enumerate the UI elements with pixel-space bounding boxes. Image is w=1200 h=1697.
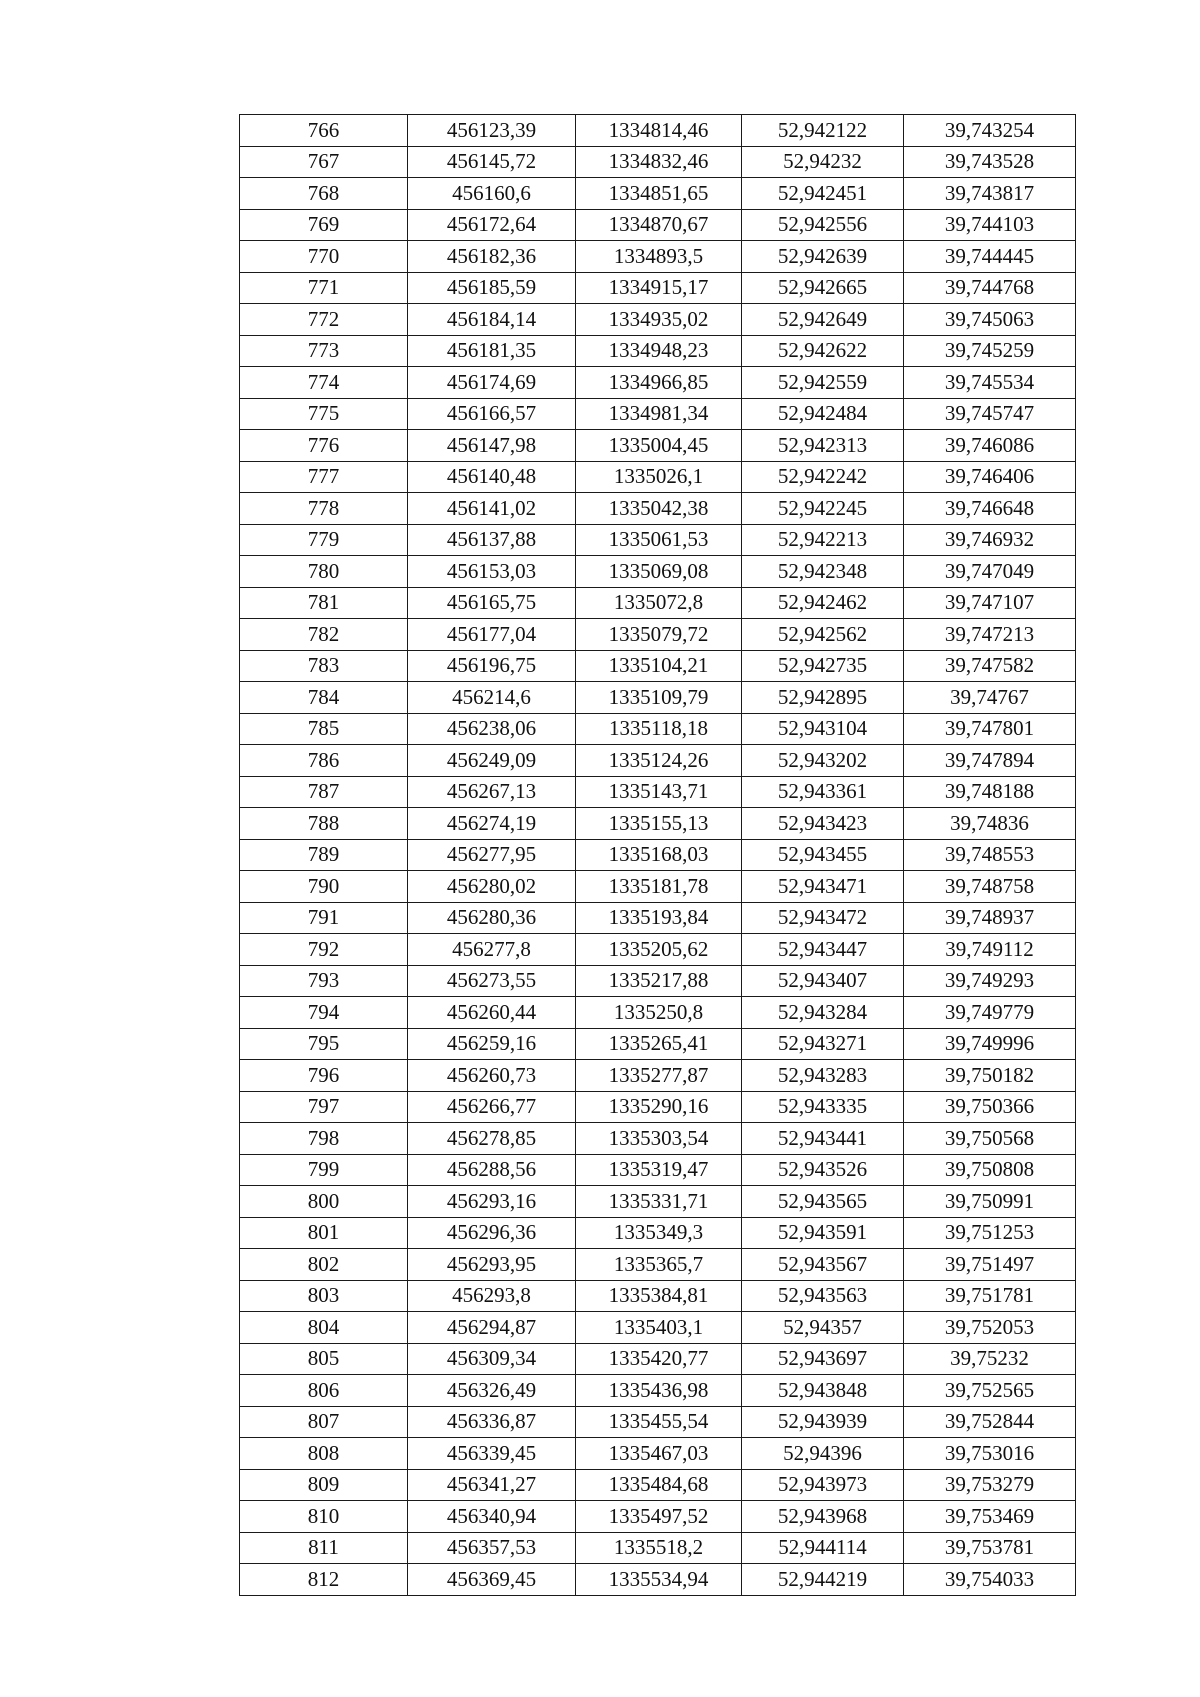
latitude-cell: 52,942559 xyxy=(742,367,904,399)
coordinates-table xyxy=(239,114,1076,1596)
latitude-cell: 52,944114 xyxy=(742,1532,904,1564)
longitude-cell: 39,747213 xyxy=(904,619,1076,651)
table-row xyxy=(240,1532,1076,1564)
point-number-cell: 769 xyxy=(240,209,408,241)
y-coordinate-cell: 1335467,03 xyxy=(576,1438,742,1470)
latitude-cell: 52,94396 xyxy=(742,1438,904,1470)
x-coordinate-cell: 456249,09 xyxy=(408,745,576,777)
longitude-cell: 39,75232 xyxy=(904,1343,1076,1375)
y-coordinate-cell: 1334935,02 xyxy=(576,304,742,336)
x-coordinate-cell: 456238,06 xyxy=(408,713,576,745)
table-row xyxy=(240,934,1076,966)
longitude-cell: 39,750808 xyxy=(904,1154,1076,1186)
y-coordinate-cell: 1335168,03 xyxy=(576,839,742,871)
point-number-cell: 777 xyxy=(240,461,408,493)
longitude-cell: 39,748553 xyxy=(904,839,1076,871)
longitude-cell: 39,743254 xyxy=(904,115,1076,147)
point-number-cell: 775 xyxy=(240,398,408,430)
x-coordinate-cell: 456166,57 xyxy=(408,398,576,430)
table-row xyxy=(240,1091,1076,1123)
longitude-cell: 39,749293 xyxy=(904,965,1076,997)
x-coordinate-cell: 456260,73 xyxy=(408,1060,576,1092)
table-row xyxy=(240,808,1076,840)
y-coordinate-cell: 1334814,46 xyxy=(576,115,742,147)
table-row xyxy=(240,556,1076,588)
x-coordinate-cell: 456174,69 xyxy=(408,367,576,399)
y-coordinate-cell: 1335118,18 xyxy=(576,713,742,745)
y-coordinate-cell: 1335277,87 xyxy=(576,1060,742,1092)
table-row xyxy=(240,1123,1076,1155)
longitude-cell: 39,750182 xyxy=(904,1060,1076,1092)
latitude-cell: 52,942313 xyxy=(742,430,904,462)
table-row xyxy=(240,241,1076,273)
x-coordinate-cell: 456137,88 xyxy=(408,524,576,556)
latitude-cell: 52,943565 xyxy=(742,1186,904,1218)
table-row xyxy=(240,1564,1076,1596)
x-coordinate-cell: 456277,8 xyxy=(408,934,576,966)
table-row xyxy=(240,745,1076,777)
latitude-cell: 52,942665 xyxy=(742,272,904,304)
table-row xyxy=(240,367,1076,399)
longitude-cell: 39,751781 xyxy=(904,1280,1076,1312)
latitude-cell: 52,943423 xyxy=(742,808,904,840)
point-number-cell: 773 xyxy=(240,335,408,367)
longitude-cell: 39,754033 xyxy=(904,1564,1076,1596)
x-coordinate-cell: 456196,75 xyxy=(408,650,576,682)
point-number-cell: 792 xyxy=(240,934,408,966)
y-coordinate-cell: 1335518,2 xyxy=(576,1532,742,1564)
y-coordinate-cell: 1335004,45 xyxy=(576,430,742,462)
longitude-cell: 39,749996 xyxy=(904,1028,1076,1060)
table-row xyxy=(240,1469,1076,1501)
latitude-cell: 52,942556 xyxy=(742,209,904,241)
x-coordinate-cell: 456181,35 xyxy=(408,335,576,367)
point-number-cell: 801 xyxy=(240,1217,408,1249)
table-row xyxy=(240,209,1076,241)
x-coordinate-cell: 456341,27 xyxy=(408,1469,576,1501)
table-row xyxy=(240,1501,1076,1533)
y-coordinate-cell: 1335155,13 xyxy=(576,808,742,840)
latitude-cell: 52,94357 xyxy=(742,1312,904,1344)
x-coordinate-cell: 456177,04 xyxy=(408,619,576,651)
y-coordinate-cell: 1334948,23 xyxy=(576,335,742,367)
point-number-cell: 810 xyxy=(240,1501,408,1533)
longitude-cell: 39,753781 xyxy=(904,1532,1076,1564)
x-coordinate-cell: 456182,36 xyxy=(408,241,576,273)
point-number-cell: 767 xyxy=(240,146,408,178)
point-number-cell: 786 xyxy=(240,745,408,777)
table-row xyxy=(240,1438,1076,1470)
x-coordinate-cell: 456278,85 xyxy=(408,1123,576,1155)
point-number-cell: 800 xyxy=(240,1186,408,1218)
latitude-cell: 52,942895 xyxy=(742,682,904,714)
point-number-cell: 778 xyxy=(240,493,408,525)
x-coordinate-cell: 456165,75 xyxy=(408,587,576,619)
longitude-cell: 39,753016 xyxy=(904,1438,1076,1470)
y-coordinate-cell: 1335290,16 xyxy=(576,1091,742,1123)
latitude-cell: 52,943973 xyxy=(742,1469,904,1501)
coordinates-table-body xyxy=(240,115,1076,1596)
point-number-cell: 798 xyxy=(240,1123,408,1155)
table-row xyxy=(240,1312,1076,1344)
y-coordinate-cell: 1335403,1 xyxy=(576,1312,742,1344)
point-number-cell: 784 xyxy=(240,682,408,714)
longitude-cell: 39,746932 xyxy=(904,524,1076,556)
y-coordinate-cell: 1334893,5 xyxy=(576,241,742,273)
table-row xyxy=(240,619,1076,651)
y-coordinate-cell: 1334870,67 xyxy=(576,209,742,241)
longitude-cell: 39,752844 xyxy=(904,1406,1076,1438)
y-coordinate-cell: 1335436,98 xyxy=(576,1375,742,1407)
table-row xyxy=(240,398,1076,430)
latitude-cell: 52,943848 xyxy=(742,1375,904,1407)
longitude-cell: 39,744445 xyxy=(904,241,1076,273)
latitude-cell: 52,942649 xyxy=(742,304,904,336)
x-coordinate-cell: 456340,94 xyxy=(408,1501,576,1533)
point-number-cell: 771 xyxy=(240,272,408,304)
x-coordinate-cell: 456293,95 xyxy=(408,1249,576,1281)
y-coordinate-cell: 1335042,38 xyxy=(576,493,742,525)
x-coordinate-cell: 456277,95 xyxy=(408,839,576,871)
y-coordinate-cell: 1335455,54 xyxy=(576,1406,742,1438)
latitude-cell: 52,942735 xyxy=(742,650,904,682)
table-row xyxy=(240,713,1076,745)
latitude-cell: 52,944219 xyxy=(742,1564,904,1596)
longitude-cell: 39,747894 xyxy=(904,745,1076,777)
point-number-cell: 785 xyxy=(240,713,408,745)
point-number-cell: 779 xyxy=(240,524,408,556)
point-number-cell: 812 xyxy=(240,1564,408,1596)
latitude-cell: 52,943939 xyxy=(742,1406,904,1438)
y-coordinate-cell: 1335193,84 xyxy=(576,902,742,934)
table-row xyxy=(240,430,1076,462)
latitude-cell: 52,942639 xyxy=(742,241,904,273)
x-coordinate-cell: 456296,36 xyxy=(408,1217,576,1249)
x-coordinate-cell: 456357,53 xyxy=(408,1532,576,1564)
point-number-cell: 793 xyxy=(240,965,408,997)
y-coordinate-cell: 1334981,34 xyxy=(576,398,742,430)
longitude-cell: 39,745063 xyxy=(904,304,1076,336)
latitude-cell: 52,942245 xyxy=(742,493,904,525)
longitude-cell: 39,753279 xyxy=(904,1469,1076,1501)
x-coordinate-cell: 456141,02 xyxy=(408,493,576,525)
y-coordinate-cell: 1335265,41 xyxy=(576,1028,742,1060)
latitude-cell: 52,943526 xyxy=(742,1154,904,1186)
point-number-cell: 781 xyxy=(240,587,408,619)
longitude-cell: 39,750568 xyxy=(904,1123,1076,1155)
point-number-cell: 780 xyxy=(240,556,408,588)
table-row xyxy=(240,335,1076,367)
x-coordinate-cell: 456280,36 xyxy=(408,902,576,934)
table-row xyxy=(240,524,1076,556)
longitude-cell: 39,750366 xyxy=(904,1091,1076,1123)
y-coordinate-cell: 1335026,1 xyxy=(576,461,742,493)
table-row xyxy=(240,587,1076,619)
point-number-cell: 809 xyxy=(240,1469,408,1501)
longitude-cell: 39,751497 xyxy=(904,1249,1076,1281)
longitude-cell: 39,747582 xyxy=(904,650,1076,682)
latitude-cell: 52,942242 xyxy=(742,461,904,493)
y-coordinate-cell: 1335303,54 xyxy=(576,1123,742,1155)
y-coordinate-cell: 1335205,62 xyxy=(576,934,742,966)
point-number-cell: 795 xyxy=(240,1028,408,1060)
x-coordinate-cell: 456267,13 xyxy=(408,776,576,808)
y-coordinate-cell: 1335069,08 xyxy=(576,556,742,588)
point-number-cell: 811 xyxy=(240,1532,408,1564)
point-number-cell: 808 xyxy=(240,1438,408,1470)
x-coordinate-cell: 456260,44 xyxy=(408,997,576,1029)
latitude-cell: 52,943472 xyxy=(742,902,904,934)
y-coordinate-cell: 1335319,47 xyxy=(576,1154,742,1186)
x-coordinate-cell: 456336,87 xyxy=(408,1406,576,1438)
x-coordinate-cell: 456185,59 xyxy=(408,272,576,304)
point-number-cell: 806 xyxy=(240,1375,408,1407)
y-coordinate-cell: 1334915,17 xyxy=(576,272,742,304)
latitude-cell: 52,943271 xyxy=(742,1028,904,1060)
point-number-cell: 788 xyxy=(240,808,408,840)
y-coordinate-cell: 1335072,8 xyxy=(576,587,742,619)
point-number-cell: 772 xyxy=(240,304,408,336)
latitude-cell: 52,943441 xyxy=(742,1123,904,1155)
table-row xyxy=(240,178,1076,210)
longitude-cell: 39,746406 xyxy=(904,461,1076,493)
table-row xyxy=(240,493,1076,525)
x-coordinate-cell: 456214,6 xyxy=(408,682,576,714)
x-coordinate-cell: 456294,87 xyxy=(408,1312,576,1344)
latitude-cell: 52,942213 xyxy=(742,524,904,556)
latitude-cell: 52,943283 xyxy=(742,1060,904,1092)
table-row xyxy=(240,146,1076,178)
x-coordinate-cell: 456369,45 xyxy=(408,1564,576,1596)
longitude-cell: 39,750991 xyxy=(904,1186,1076,1218)
table-row xyxy=(240,1249,1076,1281)
latitude-cell: 52,942451 xyxy=(742,178,904,210)
longitude-cell: 39,749112 xyxy=(904,934,1076,966)
point-number-cell: 799 xyxy=(240,1154,408,1186)
x-coordinate-cell: 456309,34 xyxy=(408,1343,576,1375)
x-coordinate-cell: 456259,16 xyxy=(408,1028,576,1060)
y-coordinate-cell: 1335349,3 xyxy=(576,1217,742,1249)
longitude-cell: 39,744103 xyxy=(904,209,1076,241)
y-coordinate-cell: 1335420,77 xyxy=(576,1343,742,1375)
latitude-cell: 52,942484 xyxy=(742,398,904,430)
point-number-cell: 789 xyxy=(240,839,408,871)
latitude-cell: 52,942562 xyxy=(742,619,904,651)
table-row xyxy=(240,1154,1076,1186)
point-number-cell: 776 xyxy=(240,430,408,462)
table-row xyxy=(240,1217,1076,1249)
y-coordinate-cell: 1335181,78 xyxy=(576,871,742,903)
longitude-cell: 39,745747 xyxy=(904,398,1076,430)
longitude-cell: 39,748758 xyxy=(904,871,1076,903)
point-number-cell: 802 xyxy=(240,1249,408,1281)
table-row xyxy=(240,871,1076,903)
x-coordinate-cell: 456293,8 xyxy=(408,1280,576,1312)
y-coordinate-cell: 1335104,21 xyxy=(576,650,742,682)
longitude-cell: 39,747801 xyxy=(904,713,1076,745)
point-number-cell: 766 xyxy=(240,115,408,147)
point-number-cell: 807 xyxy=(240,1406,408,1438)
table-row xyxy=(240,1280,1076,1312)
x-coordinate-cell: 456266,77 xyxy=(408,1091,576,1123)
latitude-cell: 52,942462 xyxy=(742,587,904,619)
latitude-cell: 52,943591 xyxy=(742,1217,904,1249)
longitude-cell: 39,747107 xyxy=(904,587,1076,619)
latitude-cell: 52,943361 xyxy=(742,776,904,808)
latitude-cell: 52,943471 xyxy=(742,871,904,903)
y-coordinate-cell: 1335497,52 xyxy=(576,1501,742,1533)
table-row xyxy=(240,902,1076,934)
longitude-cell: 39,752565 xyxy=(904,1375,1076,1407)
point-number-cell: 804 xyxy=(240,1312,408,1344)
longitude-cell: 39,744768 xyxy=(904,272,1076,304)
x-coordinate-cell: 456160,6 xyxy=(408,178,576,210)
x-coordinate-cell: 456147,98 xyxy=(408,430,576,462)
y-coordinate-cell: 1335534,94 xyxy=(576,1564,742,1596)
table-row xyxy=(240,650,1076,682)
x-coordinate-cell: 456153,03 xyxy=(408,556,576,588)
x-coordinate-cell: 456339,45 xyxy=(408,1438,576,1470)
x-coordinate-cell: 456145,72 xyxy=(408,146,576,178)
longitude-cell: 39,743528 xyxy=(904,146,1076,178)
latitude-cell: 52,943284 xyxy=(742,997,904,1029)
x-coordinate-cell: 456172,64 xyxy=(408,209,576,241)
y-coordinate-cell: 1335079,72 xyxy=(576,619,742,651)
y-coordinate-cell: 1334966,85 xyxy=(576,367,742,399)
longitude-cell: 39,751253 xyxy=(904,1217,1076,1249)
table-row xyxy=(240,272,1076,304)
y-coordinate-cell: 1335061,53 xyxy=(576,524,742,556)
x-coordinate-cell: 456184,14 xyxy=(408,304,576,336)
longitude-cell: 39,748188 xyxy=(904,776,1076,808)
point-number-cell: 770 xyxy=(240,241,408,273)
y-coordinate-cell: 1335384,81 xyxy=(576,1280,742,1312)
longitude-cell: 39,74767 xyxy=(904,682,1076,714)
table-row xyxy=(240,1186,1076,1218)
y-coordinate-cell: 1335365,7 xyxy=(576,1249,742,1281)
point-number-cell: 782 xyxy=(240,619,408,651)
x-coordinate-cell: 456123,39 xyxy=(408,115,576,147)
table-row xyxy=(240,1343,1076,1375)
longitude-cell: 39,749779 xyxy=(904,997,1076,1029)
point-number-cell: 791 xyxy=(240,902,408,934)
y-coordinate-cell: 1335109,79 xyxy=(576,682,742,714)
latitude-cell: 52,943202 xyxy=(742,745,904,777)
latitude-cell: 52,943335 xyxy=(742,1091,904,1123)
x-coordinate-cell: 456274,19 xyxy=(408,808,576,840)
longitude-cell: 39,743817 xyxy=(904,178,1076,210)
longitude-cell: 39,745259 xyxy=(904,335,1076,367)
y-coordinate-cell: 1335250,8 xyxy=(576,997,742,1029)
point-number-cell: 790 xyxy=(240,871,408,903)
latitude-cell: 52,943697 xyxy=(742,1343,904,1375)
latitude-cell: 52,942348 xyxy=(742,556,904,588)
point-number-cell: 787 xyxy=(240,776,408,808)
latitude-cell: 52,943567 xyxy=(742,1249,904,1281)
latitude-cell: 52,943447 xyxy=(742,934,904,966)
x-coordinate-cell: 456288,56 xyxy=(408,1154,576,1186)
latitude-cell: 52,942122 xyxy=(742,115,904,147)
x-coordinate-cell: 456326,49 xyxy=(408,1375,576,1407)
latitude-cell: 52,943563 xyxy=(742,1280,904,1312)
table-row xyxy=(240,115,1076,147)
point-number-cell: 805 xyxy=(240,1343,408,1375)
y-coordinate-cell: 1335217,88 xyxy=(576,965,742,997)
y-coordinate-cell: 1335143,71 xyxy=(576,776,742,808)
table-row xyxy=(240,965,1076,997)
y-coordinate-cell: 1335124,26 xyxy=(576,745,742,777)
x-coordinate-cell: 456280,02 xyxy=(408,871,576,903)
table-row xyxy=(240,1060,1076,1092)
y-coordinate-cell: 1334851,65 xyxy=(576,178,742,210)
table-row xyxy=(240,776,1076,808)
table-row xyxy=(240,1028,1076,1060)
longitude-cell: 39,748937 xyxy=(904,902,1076,934)
longitude-cell: 39,74836 xyxy=(904,808,1076,840)
longitude-cell: 39,745534 xyxy=(904,367,1076,399)
longitude-cell: 39,752053 xyxy=(904,1312,1076,1344)
point-number-cell: 794 xyxy=(240,997,408,1029)
y-coordinate-cell: 1335331,71 xyxy=(576,1186,742,1218)
table-row xyxy=(240,997,1076,1029)
table-row xyxy=(240,1406,1076,1438)
table-row xyxy=(240,839,1076,871)
point-number-cell: 796 xyxy=(240,1060,408,1092)
longitude-cell: 39,746648 xyxy=(904,493,1076,525)
x-coordinate-cell: 456293,16 xyxy=(408,1186,576,1218)
latitude-cell: 52,94232 xyxy=(742,146,904,178)
latitude-cell: 52,943968 xyxy=(742,1501,904,1533)
table-row xyxy=(240,1375,1076,1407)
point-number-cell: 783 xyxy=(240,650,408,682)
longitude-cell: 39,746086 xyxy=(904,430,1076,462)
y-coordinate-cell: 1335484,68 xyxy=(576,1469,742,1501)
longitude-cell: 39,747049 xyxy=(904,556,1076,588)
latitude-cell: 52,943104 xyxy=(742,713,904,745)
x-coordinate-cell: 456140,48 xyxy=(408,461,576,493)
table-row xyxy=(240,304,1076,336)
table-row xyxy=(240,461,1076,493)
latitude-cell: 52,942622 xyxy=(742,335,904,367)
point-number-cell: 803 xyxy=(240,1280,408,1312)
table-row xyxy=(240,682,1076,714)
y-coordinate-cell: 1334832,46 xyxy=(576,146,742,178)
point-number-cell: 797 xyxy=(240,1091,408,1123)
latitude-cell: 52,943455 xyxy=(742,839,904,871)
point-number-cell: 768 xyxy=(240,178,408,210)
latitude-cell: 52,943407 xyxy=(742,965,904,997)
point-number-cell: 774 xyxy=(240,367,408,399)
x-coordinate-cell: 456273,55 xyxy=(408,965,576,997)
longitude-cell: 39,753469 xyxy=(904,1501,1076,1533)
